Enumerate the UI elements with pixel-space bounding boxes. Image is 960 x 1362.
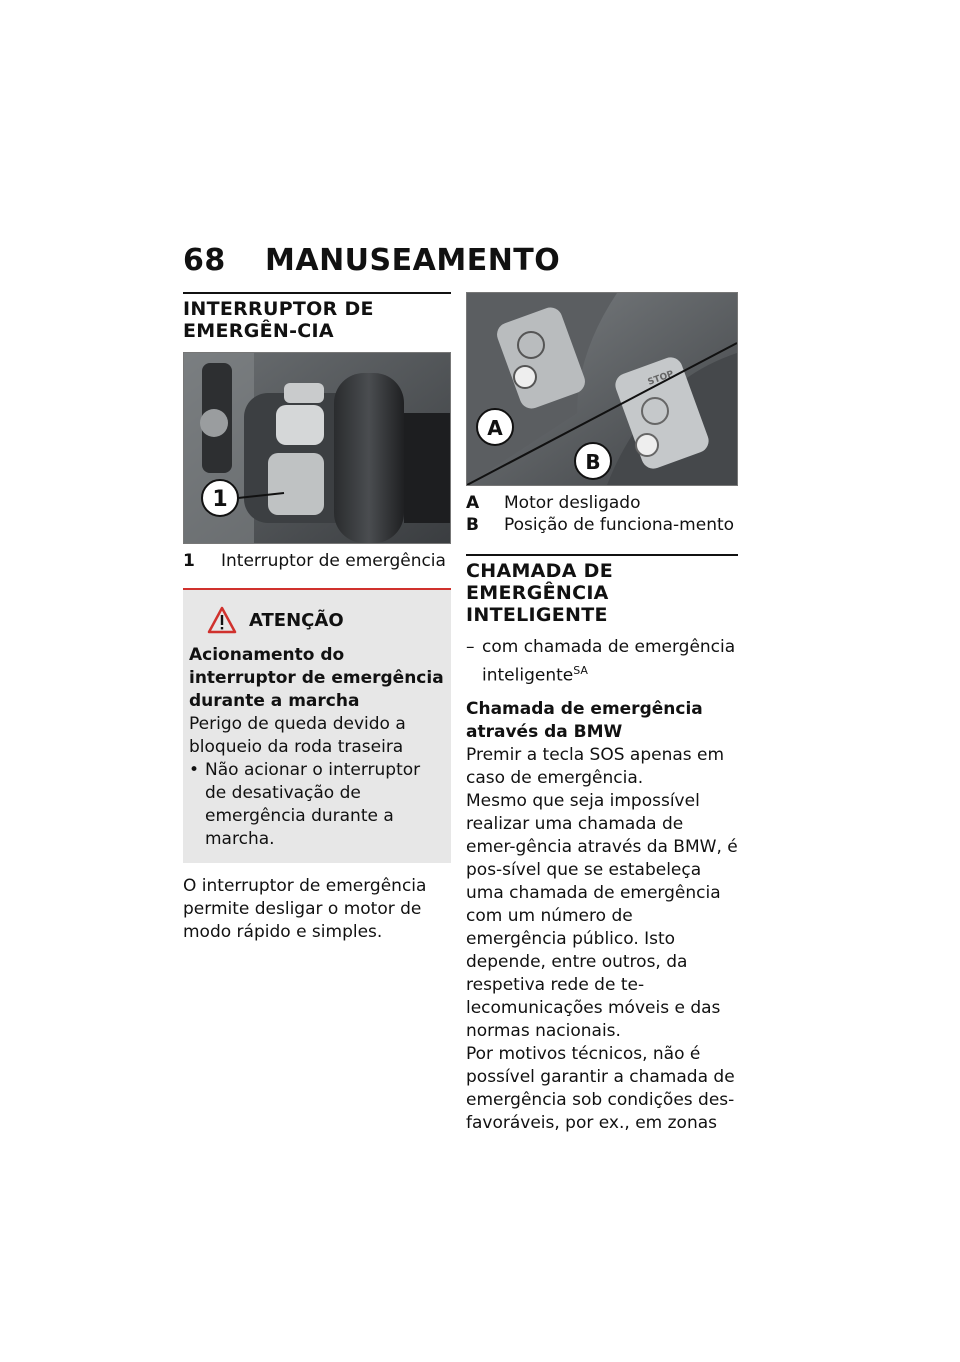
- warning-bullet: [189, 759, 445, 851]
- warning-title: Acionamento do interruptor de emergência durante a marcha: [189, 645, 444, 711]
- paragraph-2: Mesmo que seja impossível realizar uma chamada de emer-gência através da BMW, é pos-sível que se estabeleça uma chamada de emergência com um número de emergência público. Isto depende, entre outros, da respetiva rede de te-lecomunicações móveis e das normas nacionais.: [466, 790, 738, 1041]
- stop-label: STOP: [646, 369, 676, 388]
- warning-header: [207, 606, 445, 634]
- caption-key: 1: [183, 551, 195, 571]
- switch-positions-illustration: [467, 293, 737, 485]
- option-text: com chamada de emergência inteligente: [482, 637, 736, 686]
- section-rule: [466, 554, 738, 556]
- warning-bullet-text: Não acionar o interruptor de desativação de emergência durante a marcha.: [205, 760, 421, 849]
- figure-caption: [183, 550, 451, 572]
- bullet-dot: •: [189, 760, 200, 780]
- chapter-title: MANUSEAMENTO: [265, 243, 561, 278]
- option-sup: SA: [573, 664, 588, 677]
- option-dash: –: [466, 637, 475, 657]
- figure-label-b: B: [585, 450, 601, 474]
- warning-triangle-icon: [207, 606, 237, 634]
- page-number: 68: [183, 243, 226, 278]
- paragraph-3: Por motivos técnicos, não é possível garantir a chamada de emergência sob condições des-favoráveis, por ex., em zonas: [466, 1043, 735, 1133]
- option-item: [466, 636, 738, 688]
- right-column: [466, 292, 738, 1135]
- caption-b-key: B: [466, 515, 479, 535]
- section-rule: [183, 292, 451, 294]
- switch-positions-photo: [466, 292, 738, 486]
- paragraph-1: Premir a tecla SOS apenas em caso de emergência.: [466, 744, 725, 788]
- section-title-intelligent-call: CHAMADA DE EMERGÊNCIA INTELIGENTE: [466, 560, 614, 626]
- left-column: [183, 292, 451, 944]
- page-header: [183, 243, 743, 279]
- figure-callout-1: 1: [212, 487, 228, 512]
- caption-a-text: Motor desligado: [504, 493, 641, 513]
- caption-a: [466, 492, 738, 514]
- warning-label: ATENÇÃO: [249, 609, 344, 631]
- figure-label-a: A: [487, 416, 503, 440]
- caption-a-key: A: [466, 493, 480, 513]
- section-title-emergency-switch: INTERRUPTOR DE EMERGÊN-CIA: [183, 298, 374, 342]
- caption-text: Interruptor de emergência: [221, 551, 446, 571]
- emergency-switch-illustration: [184, 353, 450, 543]
- caption-b: [466, 514, 738, 536]
- caption-b-text: Posição de funciona-mento: [504, 515, 735, 535]
- emergency-switch-photo: [183, 352, 451, 544]
- subsection-title: Chamada de emergência através da BMW: [466, 698, 703, 742]
- warning-box: [183, 588, 451, 863]
- switch-description: O interruptor de emergência permite desligar o motor de modo rápido e simples.: [183, 876, 427, 942]
- warning-text: Perigo de queda devido a bloqueio da roda traseira: [189, 714, 406, 757]
